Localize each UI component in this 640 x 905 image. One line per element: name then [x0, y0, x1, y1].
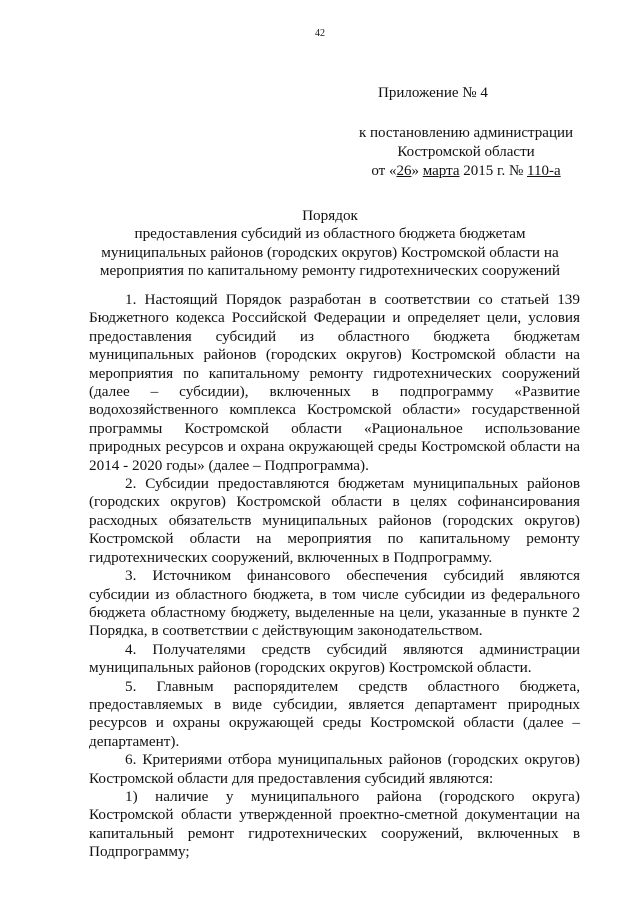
- resolution-number: 110-а: [527, 163, 561, 179]
- paragraph-5: 5. Главным распорядителем средств областного бюджета, предоставляемых в виде субсидии, является департамент природных ресурсов и охраны окружающей среды Костромской области (далее – департамент).: [89, 677, 580, 750]
- date-day: 26: [396, 163, 412, 179]
- paragraph-4: 4. Получателями средств субсидий являются администрации муниципальных районов (городских округов) Костромской области.: [89, 640, 580, 677]
- date-month: марта: [422, 163, 460, 179]
- paragraph-6: 6. Критериями отбора муниципальных районов (городских округов) Костромской области для предоставления субсидий являются:: [89, 751, 580, 787]
- appendix-region-line: Костромской области: [397, 144, 535, 160]
- heading-title: Порядок: [302, 207, 358, 224]
- paragraph-3: 3. Источником финансового обеспечения субсидий являются субсидии из областного бюджета, в том числе субсидии из федерального бюджета областному бюджету, выделенные на цели, указанные в пункте 2 Порядка, в соответствии с действующим законодательством.: [89, 567, 580, 640]
- paragraph-1: 1. Настоящий Порядок разработан в соответствии со статьей 139 Бюджетного кодекса Российской Федерации и определяет цели, условия предоставления субсидий из областного бюджета бюджетам муниципальных районов (городских округов) Костромской области на мероприятия по капитальному ремонту гидротехнических сооружений (далее – субсидии), включенных в подпрограмму «Развитие водохозяйственного комплекса Костромской области» государственной программы Костромской области «Рациональное использование природных ресурсов и охрана окружающей среды Костромской области на 2014 - 2020 годы» (далее – Подпрограмма).: [89, 291, 580, 474]
- appendix-title: Приложение № 4: [378, 85, 488, 101]
- date-mid: »: [411, 163, 423, 179]
- paragraph-2: 2. Субсидии предоставляются бюджетам муниципальных районов (городских округов) Костромской области в целях софинансирования расходных обязательств муниципальных районов (городских округов) Костромской области на мероприятия по капитальному ремонту гидротехнических сооружений, включенных в Подпрограмму.: [89, 475, 580, 566]
- heading-line-3: мероприятия по капитальному ремонту гидротехнических сооружений: [99, 262, 561, 280]
- date-prefix: от «: [371, 163, 397, 179]
- appendix-date-line: [332, 162, 600, 181]
- paragraph-6-item-1: 1) наличие у муниципального района (городского округа) Костромской области утвержденной проектно-сметной документации на капитальный ремонт гидротехнических сооружений, включенных в Подпрограмму;: [89, 787, 580, 861]
- page-number: 42: [315, 28, 325, 39]
- date-year: 2015 г. №: [459, 163, 528, 179]
- heading-line-1: предоставления субсидий из областного бюджета бюджетам: [134, 225, 526, 243]
- heading-line-2: муниципальных районов (городских округов) Костромской области на: [101, 243, 559, 261]
- appendix-resolution-line: к постановлению администрации: [358, 125, 574, 141]
- document-body: [89, 291, 580, 862]
- document-heading: [80, 207, 580, 281]
